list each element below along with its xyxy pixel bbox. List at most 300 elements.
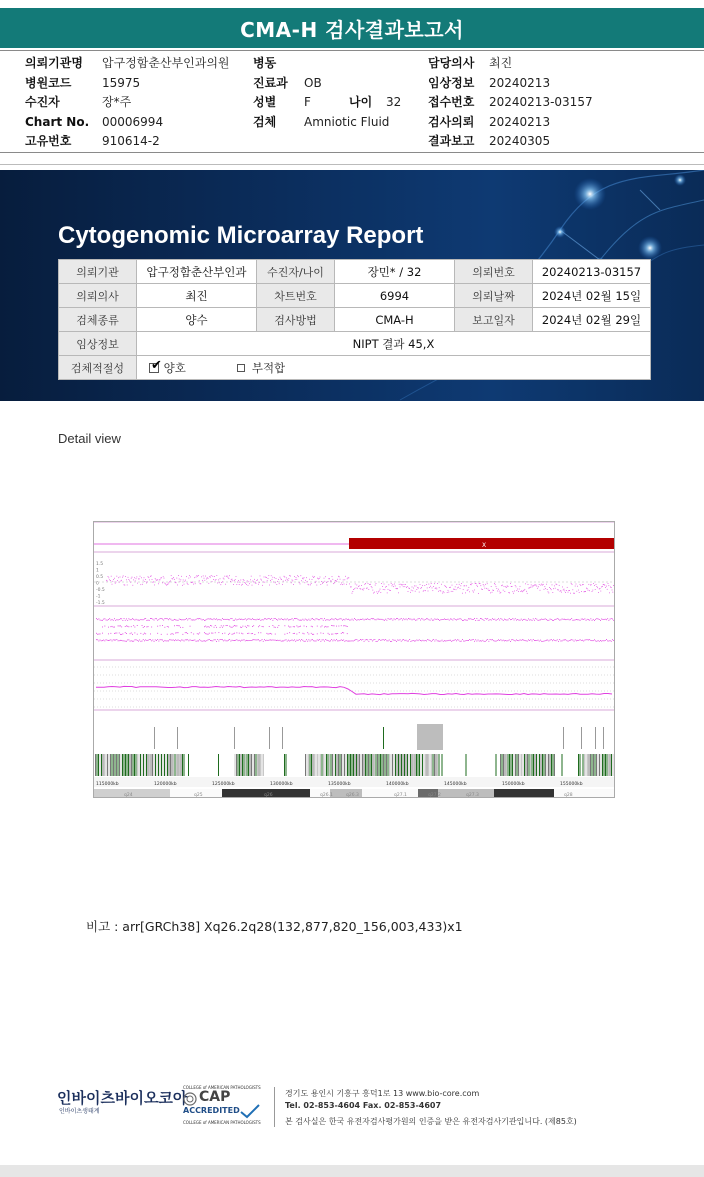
log2-point	[608, 583, 609, 584]
log2-point	[188, 578, 189, 579]
probe-mark	[235, 754, 236, 776]
allele-point	[336, 626, 337, 627]
log2-point	[234, 580, 235, 581]
log2-point	[251, 576, 252, 577]
log2-point	[173, 577, 174, 578]
allele-point	[210, 625, 211, 626]
allele-point	[511, 619, 512, 620]
allele-point	[492, 618, 493, 619]
log2-point	[317, 578, 318, 579]
allele-point	[356, 620, 357, 621]
table-cell: 6994	[335, 284, 455, 308]
allele-point	[436, 619, 437, 620]
y-tick-label: -1	[96, 594, 101, 600]
region-box	[417, 724, 443, 750]
allele-point	[344, 625, 345, 626]
allele-point	[222, 618, 223, 619]
allele-point	[461, 619, 462, 620]
log2-point	[116, 582, 117, 583]
allele-point	[336, 633, 337, 634]
allele-point	[121, 640, 122, 641]
probe-mark	[346, 754, 347, 776]
log2-point	[346, 584, 347, 585]
log2-point	[286, 578, 287, 579]
allele-point	[252, 618, 253, 619]
log2-point	[284, 577, 285, 578]
allele-point	[343, 632, 344, 633]
log2-point	[106, 580, 107, 581]
log2-point	[472, 583, 473, 584]
allele-point	[304, 620, 305, 621]
allele-point	[235, 626, 236, 627]
log2-point	[412, 590, 413, 591]
allele-point	[383, 639, 384, 640]
allele-point	[176, 625, 177, 626]
log2-point	[334, 582, 335, 583]
log2-point	[155, 578, 156, 579]
allele-point	[289, 619, 290, 620]
allele-point	[403, 639, 404, 640]
allele-point	[481, 641, 482, 642]
allele-point	[361, 640, 362, 641]
allele-point	[505, 640, 506, 641]
allele-point	[364, 620, 365, 621]
table-cell: 압구정함춘산부인과	[137, 260, 257, 284]
allele-point	[244, 619, 245, 620]
smooth-signal-line	[96, 686, 612, 694]
allele-point	[562, 640, 563, 641]
allele-point	[232, 640, 233, 641]
log2-point	[215, 580, 216, 581]
allele-point	[470, 640, 471, 641]
allele-point	[240, 627, 241, 628]
allele-point	[253, 619, 254, 620]
log2-point	[583, 584, 584, 585]
probe-mark	[388, 754, 389, 776]
log2-point	[367, 588, 368, 589]
allele-point	[474, 641, 475, 642]
allele-point	[380, 640, 381, 641]
probe-mark	[532, 754, 533, 776]
y-tick-label: 1	[96, 568, 99, 574]
allele-point	[306, 619, 307, 620]
probe-mark	[401, 754, 402, 776]
log2-point	[486, 588, 487, 589]
log2-point	[147, 582, 148, 583]
allele-point	[455, 619, 456, 620]
log2-point	[570, 593, 571, 594]
log2-point	[143, 580, 144, 581]
probe-mark	[413, 754, 414, 776]
allele-point	[478, 620, 479, 621]
allele-point	[497, 619, 498, 620]
allele-point	[480, 640, 481, 641]
allele-point	[395, 619, 396, 620]
log2-point	[211, 575, 212, 576]
log2-point	[130, 582, 131, 583]
log2-point	[428, 591, 429, 592]
probe-mark	[578, 754, 579, 776]
probe-mark	[407, 754, 408, 776]
allele-point	[560, 619, 561, 620]
allele-point	[384, 620, 385, 621]
probe-mark	[101, 754, 102, 776]
allele-point	[516, 639, 517, 640]
gene-mark	[595, 727, 596, 749]
log2-point	[496, 588, 497, 589]
allele-point	[191, 632, 192, 633]
allele-point	[101, 620, 102, 621]
allele-point	[298, 627, 299, 628]
log2-point	[604, 584, 605, 585]
log2-point	[395, 586, 396, 587]
log2-point	[552, 584, 553, 585]
table-cell: 최진	[137, 284, 257, 308]
allele-point	[260, 640, 261, 641]
log2-point	[242, 584, 243, 585]
mb-label: 135000kb	[328, 782, 351, 787]
allele-point	[307, 641, 308, 642]
allele-point	[211, 640, 212, 641]
log2-point	[228, 578, 229, 579]
probe-mark	[544, 754, 545, 776]
allele-point	[318, 640, 319, 641]
allele-point	[222, 633, 223, 634]
allele-point	[524, 640, 525, 641]
log2-point	[277, 581, 278, 582]
allele-point	[522, 620, 523, 621]
allele-point	[289, 632, 290, 633]
probe-mark	[341, 754, 342, 776]
cnv-label: X	[482, 542, 487, 549]
allele-point	[209, 639, 210, 640]
log2-point	[288, 578, 289, 579]
allele-point	[431, 641, 432, 642]
allele-point	[197, 618, 198, 619]
unsuitable-checkbox[interactable]	[237, 364, 245, 372]
log2-point	[408, 591, 409, 592]
log2-point	[490, 592, 491, 593]
allele-point	[127, 620, 128, 621]
allele-point	[235, 619, 236, 620]
probe-mark	[367, 754, 368, 776]
probe-mark	[328, 754, 329, 776]
allele-point	[610, 640, 611, 641]
allele-point	[284, 640, 285, 641]
log2-point	[213, 579, 214, 580]
probe-mark	[314, 754, 315, 776]
log2-point	[345, 576, 346, 577]
log2-point	[205, 576, 206, 577]
allele-point	[358, 641, 359, 642]
probe-mark	[131, 754, 132, 776]
log2-point	[225, 584, 226, 585]
allele-point	[233, 626, 234, 627]
allele-point	[401, 618, 402, 619]
probe-mark	[605, 754, 606, 776]
allele-point	[113, 639, 114, 640]
allele-point	[162, 625, 163, 626]
log2-point	[392, 585, 393, 586]
allele-point	[296, 640, 297, 641]
allele-point	[545, 618, 546, 619]
log2-point	[488, 590, 489, 591]
log2-point	[516, 590, 517, 591]
allele-point	[588, 639, 589, 640]
log2-point	[370, 584, 371, 585]
probe-mark	[158, 754, 159, 776]
allele-point	[125, 620, 126, 621]
allele-point	[592, 640, 593, 641]
allele-point	[386, 640, 387, 641]
allele-point	[420, 620, 421, 621]
info-col-3	[428, 54, 593, 152]
probe-mark	[386, 754, 387, 776]
allele-point	[199, 639, 200, 640]
log2-point	[495, 584, 496, 585]
allele-point	[208, 626, 209, 627]
allele-point	[467, 620, 468, 621]
log2-point	[546, 584, 547, 585]
allele-point	[187, 620, 188, 621]
log2-point	[131, 578, 132, 579]
allele-point	[241, 633, 242, 634]
allele-point	[347, 626, 348, 627]
allele-point	[113, 627, 114, 628]
log2-point	[222, 581, 223, 582]
log2-point	[360, 589, 361, 590]
log2-point	[406, 587, 407, 588]
log2-point	[217, 583, 218, 584]
probe-mark	[415, 754, 416, 776]
allele-point	[611, 618, 612, 619]
mb-label: 155000kb	[560, 782, 583, 787]
allele-point	[107, 640, 108, 641]
log2-point	[520, 586, 521, 587]
allele-point	[226, 619, 227, 620]
log2-point	[537, 588, 538, 589]
allele-point	[569, 619, 570, 620]
allele-point	[568, 619, 569, 620]
allele-point	[397, 618, 398, 619]
log2-point	[181, 576, 182, 577]
log2-point	[132, 577, 133, 578]
allele-point	[323, 633, 324, 634]
log2-point	[245, 583, 246, 584]
info-row	[253, 54, 401, 74]
allele-point	[148, 620, 149, 621]
log2-point	[557, 589, 558, 590]
allele-point	[385, 639, 386, 640]
allele-point	[224, 619, 225, 620]
allele-point	[431, 618, 432, 619]
log2-point	[139, 579, 140, 580]
log2-point	[128, 579, 129, 580]
log2-point	[487, 583, 488, 584]
allele-point	[173, 639, 174, 640]
allele-point	[259, 625, 260, 626]
log2-point	[428, 584, 429, 585]
allele-point	[229, 619, 230, 620]
allele-point	[298, 640, 299, 641]
log2-point	[612, 590, 613, 591]
allele-point	[611, 641, 612, 642]
log2-point	[162, 582, 163, 583]
allele-point	[571, 618, 572, 619]
allele-point	[554, 619, 555, 620]
allele-point	[614, 640, 615, 641]
allele-point	[606, 639, 607, 640]
probe-mark	[389, 754, 390, 776]
log2-point	[244, 582, 245, 583]
allele-point	[424, 620, 425, 621]
probe-mark	[160, 754, 161, 776]
allele-point	[311, 626, 312, 627]
probe-mark	[550, 754, 551, 776]
log2-point	[127, 585, 128, 586]
log2-point	[573, 593, 574, 594]
log2-point	[176, 578, 177, 579]
field-value: 20240213	[489, 114, 551, 129]
allele-point	[194, 620, 195, 621]
allele-point	[110, 620, 111, 621]
log2-point	[153, 581, 154, 582]
log2-point	[604, 585, 605, 586]
log2-point	[394, 584, 395, 585]
allele-point	[262, 619, 263, 620]
table-cell: 2024년 02월 15일	[533, 284, 651, 308]
allele-point	[97, 634, 98, 635]
allele-point	[186, 632, 187, 633]
log2-point	[368, 583, 369, 584]
probe-mark	[395, 754, 396, 776]
allele-point	[304, 641, 305, 642]
allele-point	[612, 619, 613, 620]
log2-point	[280, 578, 281, 579]
allele-point	[542, 619, 543, 620]
allele-point	[275, 627, 276, 628]
allele-point	[371, 639, 372, 640]
probe-mark	[553, 754, 554, 776]
allele-point	[119, 640, 120, 641]
allele-point	[158, 641, 159, 642]
allele-point	[416, 640, 417, 641]
probe-mark	[533, 754, 534, 776]
log2-point	[170, 581, 171, 582]
log2-point	[568, 592, 569, 593]
allele-point	[310, 641, 311, 642]
probe-mark	[107, 754, 108, 776]
allele-point	[338, 640, 339, 641]
allele-point	[127, 626, 128, 627]
log2-point	[324, 581, 325, 582]
allele-point	[590, 640, 591, 641]
allele-point	[216, 627, 217, 628]
checkmark-icon: ✔	[151, 357, 162, 373]
allele-point	[456, 640, 457, 641]
band-label: q26.1	[320, 793, 333, 798]
probe-mark	[506, 754, 507, 776]
allele-point	[187, 633, 188, 634]
log2-point	[494, 583, 495, 584]
probe-mark	[253, 754, 254, 776]
allele-point	[164, 640, 165, 641]
log2-point	[427, 588, 428, 589]
allele-point	[262, 626, 263, 627]
log2-point	[264, 582, 265, 583]
allele-point	[494, 619, 495, 620]
allele-point	[306, 626, 307, 627]
allele-point	[242, 626, 243, 627]
log2-point	[218, 580, 219, 581]
probe-mark	[526, 754, 527, 776]
allele-point	[354, 618, 355, 619]
allele-point	[312, 634, 313, 635]
allele-point	[476, 641, 477, 642]
allele-point	[352, 640, 353, 641]
allele-point	[322, 618, 323, 619]
log2-point	[240, 580, 241, 581]
probe-mark	[163, 754, 164, 776]
info-row	[253, 113, 401, 133]
log2-point	[468, 589, 469, 590]
log2-point	[319, 578, 320, 579]
log2-point	[304, 582, 305, 583]
allele-point	[308, 639, 309, 640]
log2-point	[316, 585, 317, 586]
field-label: 의뢰기관명	[25, 56, 83, 71]
probe-mark	[137, 754, 138, 776]
allele-point	[437, 640, 438, 641]
log2-point	[446, 587, 447, 588]
log2-point	[500, 592, 501, 593]
log2-point	[333, 583, 334, 584]
log2-point	[145, 579, 146, 580]
log2-point	[411, 590, 412, 591]
allele-point	[349, 641, 350, 642]
allele-point	[433, 620, 434, 621]
allele-point	[481, 618, 482, 619]
allele-point	[605, 640, 606, 641]
table-header-cell: 의뢰기관	[59, 260, 137, 284]
chromosome-band	[362, 789, 418, 798]
log2-point	[503, 590, 504, 591]
allele-point	[432, 620, 433, 621]
allele-point	[342, 640, 343, 641]
allele-point	[430, 640, 431, 641]
log2-point	[115, 583, 116, 584]
log2-point	[138, 579, 139, 580]
log2-point	[415, 591, 416, 592]
probe-mark	[340, 754, 341, 776]
allele-point	[426, 618, 427, 619]
allele-point	[349, 620, 350, 621]
allele-point	[176, 640, 177, 641]
gene-mark	[383, 727, 384, 749]
allele-point	[407, 641, 408, 642]
allele-point	[487, 639, 488, 640]
allele-point	[308, 619, 309, 620]
log2-point	[404, 584, 405, 585]
log2-point	[452, 591, 453, 592]
log2-point	[187, 583, 188, 584]
suitable-checkbox[interactable]	[149, 357, 162, 373]
allele-point	[404, 640, 405, 641]
log2-point	[441, 584, 442, 585]
log2-point	[479, 583, 480, 584]
log2-point	[488, 589, 489, 590]
allele-point	[114, 640, 115, 641]
